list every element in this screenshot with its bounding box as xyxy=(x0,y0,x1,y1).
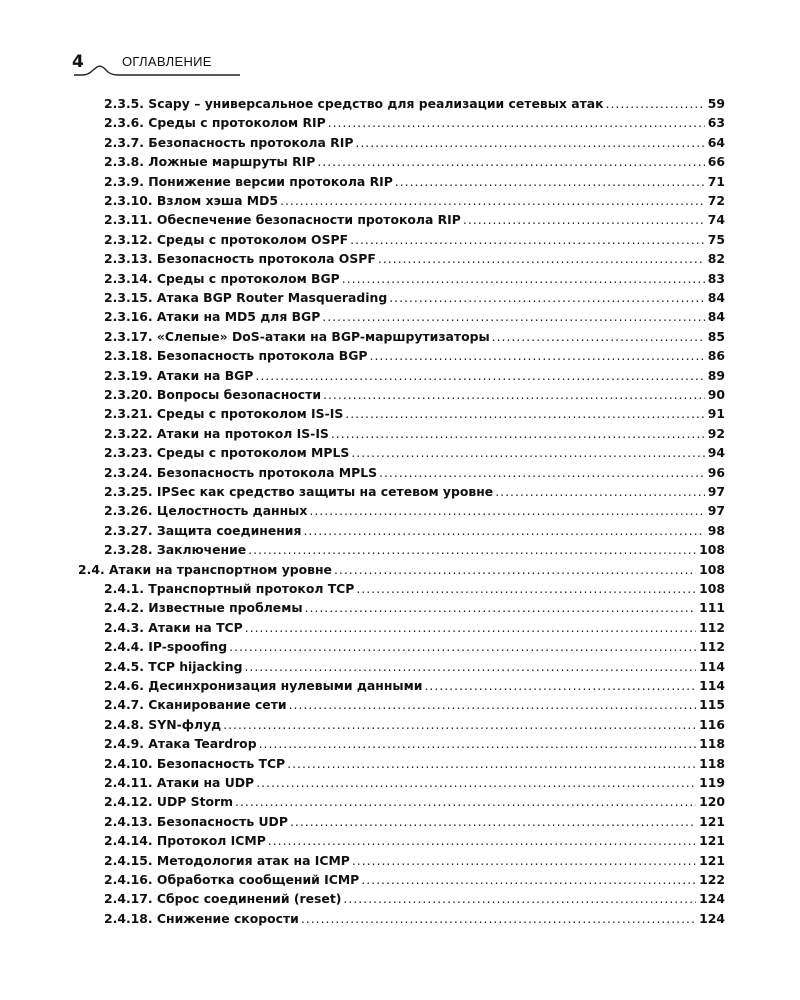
dot-leader xyxy=(287,754,696,774)
toc-entry-title: 2.3.19. Атаки на BGP xyxy=(104,367,254,383)
toc-entry xyxy=(104,657,725,677)
dot-leader xyxy=(289,695,697,715)
toc-entry xyxy=(104,249,725,269)
dot-leader xyxy=(309,501,704,521)
toc-entry-page-number: 119 xyxy=(699,775,725,790)
toc-entry-title: 2.3.27. Защита соединения xyxy=(104,522,302,538)
dot-leader xyxy=(395,172,705,192)
dot-leader xyxy=(352,851,696,871)
toc-entry xyxy=(104,133,725,153)
dot-leader xyxy=(378,249,705,269)
toc-entry xyxy=(104,152,725,172)
toc-entry xyxy=(104,521,725,541)
toc-entry-title: 2.4.18. Снижение скорости xyxy=(104,910,299,926)
toc-entry-page-number: 74 xyxy=(707,212,725,228)
toc-entry-page-number: 97 xyxy=(707,503,725,519)
toc-entry-title: 2.4.2. Известные проблемы xyxy=(104,600,303,616)
toc-entry-page-number: 112 xyxy=(699,639,725,655)
page-header xyxy=(72,48,242,80)
dot-leader xyxy=(492,327,705,347)
toc-entry-page-number: 64 xyxy=(707,134,725,150)
toc-entry-page-number: 121 xyxy=(699,852,725,868)
toc-entry xyxy=(104,754,725,774)
toc-entry-title: 2.3.5. Scapy – универсальное средство для реализации сетевых атак xyxy=(104,96,604,111)
toc-entry-page-number: 112 xyxy=(699,619,725,635)
toc-entry xyxy=(104,540,725,560)
toc-entry-page-number: 84 xyxy=(707,290,725,305)
toc-entry xyxy=(104,424,725,444)
toc-entry xyxy=(104,307,725,327)
dot-leader xyxy=(268,831,696,851)
toc-entry-title: 2.3.7. Безопасность протокола RIP xyxy=(104,134,354,150)
dot-leader xyxy=(235,792,696,812)
toc-entry-page-number: 98 xyxy=(707,522,725,538)
toc-entry-title: 2.4.17. Сброс соединений (reset) xyxy=(104,891,342,907)
toc-entry-title: 2.4.9. Атака Teardrop xyxy=(104,736,257,752)
toc-entry-title: 2.4.16. Обработка сообщений ICMP xyxy=(104,872,360,887)
dot-leader xyxy=(323,385,705,405)
toc-entry xyxy=(104,482,725,502)
toc-entry-page-number: 108 xyxy=(699,542,725,558)
toc-entry xyxy=(104,404,725,424)
toc-entry-page-number: 121 xyxy=(699,833,725,849)
toc-entry-page-number: 84 xyxy=(707,309,725,325)
toc-entry-title: 2.3.14. Среды с протоколом BGP xyxy=(104,270,340,286)
toc-entry xyxy=(104,210,725,230)
toc-entry-page-number: 71 xyxy=(707,173,725,189)
toc-entry-title: 2.3.16. Атаки на MD5 для BGP xyxy=(104,309,321,325)
dot-leader xyxy=(256,773,696,793)
page-number: 4 xyxy=(72,52,84,72)
toc-entry-title: 2.4.10. Безопасность TCP xyxy=(104,755,286,771)
toc-entry-page-number: 72 xyxy=(707,193,725,208)
toc-entry-page-number: 116 xyxy=(699,716,725,732)
toc-entry-page-number: 59 xyxy=(707,96,725,111)
toc-entry-page-number: 108 xyxy=(699,581,725,596)
toc-entry-title: 2.3.9. Понижение версии протокола RIP xyxy=(104,173,393,189)
dot-leader xyxy=(317,152,704,172)
dot-leader xyxy=(463,210,705,230)
toc-entry-title: 2.3.20. Вопросы безопасности xyxy=(104,387,321,402)
dot-leader xyxy=(305,598,697,618)
toc-entry-page-number: 91 xyxy=(707,406,725,422)
toc-entry-title: 2.4.6. Десинхронизация нулевыми данными xyxy=(104,678,423,693)
toc-entry-title: 2.4.14. Протокол ICMP xyxy=(104,833,266,849)
toc-entry-page-number: 75 xyxy=(707,231,725,247)
toc-entry xyxy=(104,191,725,211)
toc-entry-page-number: 118 xyxy=(699,755,725,771)
toc-entry-title: 2.4. Атаки на транспортном уровне xyxy=(78,561,332,577)
toc-entry-title: 2.3.22. Атаки на протокол IS-IS xyxy=(104,425,329,441)
toc-entry xyxy=(104,695,725,715)
toc-entry-page-number: 94 xyxy=(707,445,725,461)
dot-leader xyxy=(322,307,704,327)
toc-entry-page-number: 83 xyxy=(707,270,725,286)
toc-entry-title: 2.3.10. Взлом хэша MD5 xyxy=(104,193,279,208)
toc-entry-page-number: 124 xyxy=(699,891,725,907)
toc-entry xyxy=(104,909,725,929)
toc-entry-page-number: 122 xyxy=(699,872,725,887)
toc-entry-title: 2.3.21. Среды с протоколом IS-IS xyxy=(104,406,344,422)
toc-entry xyxy=(104,734,725,754)
toc-entry-page-number: 115 xyxy=(699,697,725,713)
toc-entry xyxy=(104,831,725,851)
toc-entry-page-number: 114 xyxy=(699,658,725,674)
toc-entry-page-number: 108 xyxy=(699,561,725,577)
toc-entry xyxy=(78,560,725,580)
toc-entry xyxy=(104,288,725,308)
dot-leader xyxy=(255,366,704,386)
toc-entry xyxy=(104,870,725,890)
toc-entry xyxy=(104,443,725,463)
toc-entry-page-number: 118 xyxy=(699,736,725,752)
toc-entry-title: 2.3.18. Безопасность протокола BGP xyxy=(104,348,368,364)
toc-entry-page-number: 86 xyxy=(707,348,725,364)
toc-entry-title: 2.3.13. Безопасность протокола OSPF xyxy=(104,251,376,267)
dot-leader xyxy=(351,443,704,463)
toc-entry xyxy=(104,851,725,871)
toc-entry-page-number: 92 xyxy=(707,425,725,441)
dot-leader xyxy=(334,560,696,580)
toc-entry xyxy=(104,346,725,366)
toc-entry xyxy=(104,598,725,618)
toc-entry-page-number: 96 xyxy=(707,464,725,480)
toc-entry xyxy=(104,463,725,483)
toc-entry-page-number: 89 xyxy=(707,367,725,383)
toc-entry-title: 2.4.15. Методология атак на ICMP xyxy=(104,852,350,868)
dot-leader xyxy=(245,618,696,638)
toc-entry-page-number: 114 xyxy=(699,678,725,693)
toc-entry-title: 2.3.25. IPSec как средство защиты на сетевом уровне xyxy=(104,484,494,499)
dot-leader xyxy=(379,463,705,483)
toc-entry xyxy=(104,618,725,638)
toc-entry-page-number: 85 xyxy=(707,328,725,344)
dot-leader xyxy=(328,113,705,133)
toc-entry-title: 2.3.6. Среды с протоколом RIP xyxy=(104,115,326,131)
dot-leader xyxy=(280,191,705,211)
toc-entry-title: 2.3.11. Обеспечение безопасности протокола RIP xyxy=(104,212,461,228)
toc-entry xyxy=(104,637,725,657)
toc-entry-title: 2.3.23. Среды с протоколом MPLS xyxy=(104,445,350,461)
toc-entry-title: 2.3.12. Среды с протоколом OSPF xyxy=(104,231,349,247)
toc-entry xyxy=(104,501,725,521)
dot-leader xyxy=(495,482,705,502)
toc-entry xyxy=(104,269,725,289)
toc-entry-title: 2.4.13. Безопасность UDP xyxy=(104,813,288,829)
toc-entry xyxy=(104,385,725,405)
toc-entry xyxy=(104,812,725,832)
toc-entry-page-number: 97 xyxy=(707,484,725,499)
dot-leader xyxy=(301,909,696,929)
dot-leader xyxy=(331,424,705,444)
dot-leader xyxy=(343,889,696,909)
dot-leader xyxy=(389,288,705,308)
dot-leader xyxy=(345,404,704,424)
toc-entry-title: 2.4.4. IP-spoofing xyxy=(104,639,228,655)
dot-leader xyxy=(356,579,696,599)
dot-leader xyxy=(259,734,697,754)
toc-entry-page-number: 121 xyxy=(699,813,725,829)
dot-leader xyxy=(350,230,705,250)
dot-leader xyxy=(244,657,696,677)
toc-entry-title: 2.3.24. Безопасность протокола MPLS xyxy=(104,464,378,480)
toc-entry-title: 2.3.8. Ложные маршруты RIP xyxy=(104,154,316,170)
dot-leader xyxy=(303,521,704,541)
toc-entry-page-number: 120 xyxy=(699,794,725,810)
toc-entry-page-number: 66 xyxy=(707,154,725,170)
toc-entry xyxy=(104,715,725,735)
toc-entry-title: 2.4.5. TCP hijacking xyxy=(104,658,243,674)
toc-entry-title: 2.3.17. «Слепые» DoS-атаки на BGP-маршрутизаторы xyxy=(104,328,490,344)
toc-entry-title: 2.3.28. Заключение xyxy=(104,542,247,558)
toc-entry-page-number: 124 xyxy=(699,910,725,926)
toc-entry-page-number: 63 xyxy=(707,115,725,131)
dot-leader xyxy=(342,269,705,289)
toc-entry-title: 2.4.12. UDP Storm xyxy=(104,794,234,810)
toc-entry xyxy=(104,366,725,386)
toc-entry-title: 2.3.26. Целостность данных xyxy=(104,503,308,519)
toc-entry-title: 2.4.8. SYN-флуд xyxy=(104,716,222,732)
dot-leader xyxy=(606,94,705,114)
toc-entry-title: 2.4.3. Атаки на TCP xyxy=(104,619,243,635)
toc-entry xyxy=(104,889,725,909)
dot-leader xyxy=(355,133,704,153)
toc-entry xyxy=(104,94,725,114)
running-header-title: ОГЛАВЛЕНИЕ xyxy=(122,54,212,69)
toc-entry xyxy=(104,773,725,793)
toc-entry xyxy=(104,676,725,696)
toc-entry-title: 2.3.15. Атака BGP Router Masquerading xyxy=(104,290,388,305)
toc-entry xyxy=(104,230,725,250)
toc-entry-title: 2.4.1. Транспортный протокол TCP xyxy=(104,581,355,596)
dot-leader xyxy=(424,676,696,696)
dot-leader xyxy=(361,870,696,890)
toc-entry xyxy=(104,792,725,812)
toc-entry-page-number: 111 xyxy=(699,600,725,616)
toc-entry xyxy=(104,579,725,599)
toc-entry-title: 2.4.7. Сканирование сети xyxy=(104,697,287,713)
dot-leader xyxy=(290,812,696,832)
dot-leader xyxy=(223,715,696,735)
toc-entry xyxy=(104,172,725,192)
toc-entry xyxy=(104,113,725,133)
toc-entry-page-number: 90 xyxy=(707,387,725,402)
dot-leader xyxy=(229,637,696,657)
dot-leader xyxy=(370,346,705,366)
toc-entry xyxy=(104,327,725,347)
toc-entry-title: 2.4.11. Атаки на UDP xyxy=(104,775,255,790)
toc-entry-page-number: 82 xyxy=(707,251,725,267)
dot-leader xyxy=(248,540,696,560)
